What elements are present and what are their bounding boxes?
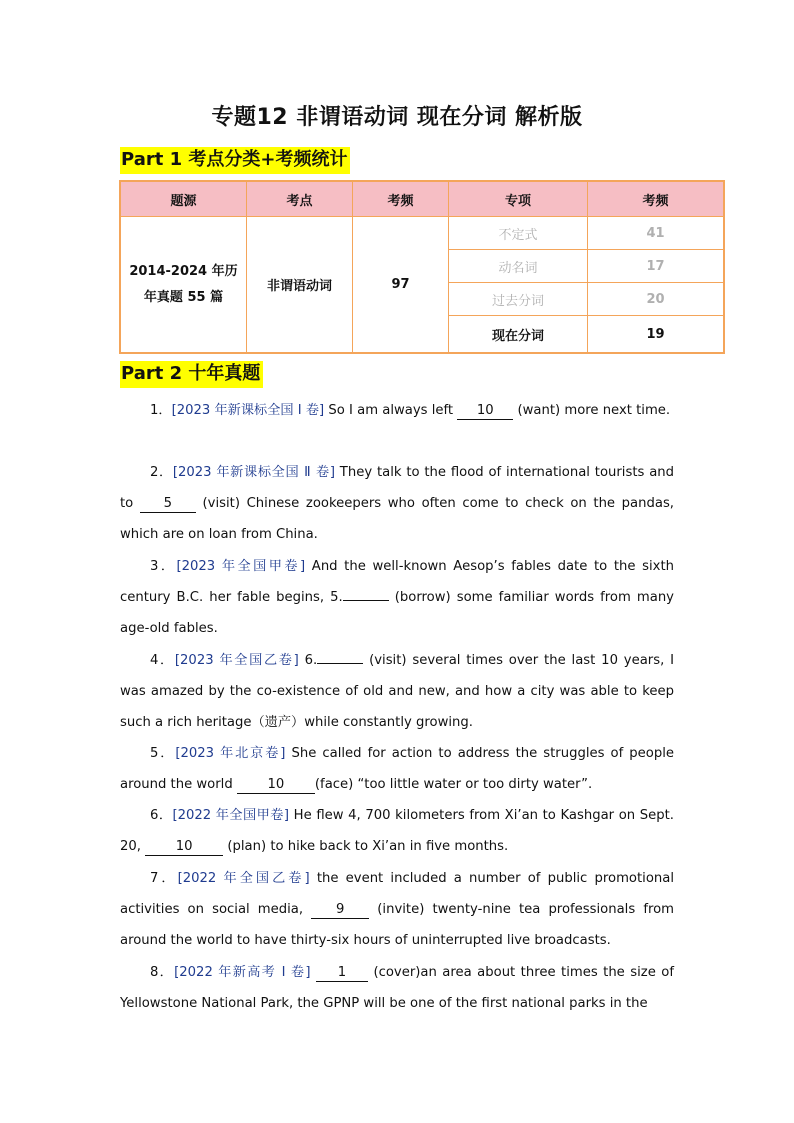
question-number: 1． [150,403,172,418]
question-text-after: (visit) Chinese zookeepers who often come to check on the pandas, which are on loan from China. [120,496,675,542]
question-7 [120,863,674,956]
answer-blank: 10 [237,777,315,794]
question-text-before: And the well-known Aesop’s fables date to the sixth century B.C. her fable begins, 5. [120,559,675,605]
subtype-count: 41 [588,217,725,250]
subtype-count: 20 [588,283,725,316]
source-line-2: 年真题 55 篇 [143,289,224,305]
question-number: 5． [150,746,176,761]
stats-table [119,180,725,354]
question-text-before: They talk to the flood of international tourists and to [120,465,674,511]
part2-heading: Part 2 十年真题 [120,361,263,388]
subtype-name: 不定式 [449,217,588,250]
question-text-after: (face) “too little water or too dirty water”. [314,777,593,792]
question-1 [120,395,674,426]
answer-blank: 9 [311,902,369,919]
subtype-count: 19 [588,316,725,354]
question-source: [2023 年北京卷] [175,746,286,761]
question-source: [2023 年新课标全国 Ⅰ 卷] [171,403,325,418]
question-number: 6． [150,808,173,823]
question-text-after: (cover)an area about three times the size of Yellowstone National Park, the GPNP will be one of the first national parks in the [120,965,675,1011]
subtype-name: 现在分词 [449,316,588,354]
question-source: [2023 年新课标全国 Ⅱ 卷] [172,465,335,480]
answer-blank: 1 [316,965,368,982]
table-header-row [120,181,724,217]
answer-blank [317,663,363,664]
point-cell: 非谓语动词 [247,217,353,354]
question-source: [2022 年新高考 I 卷] [174,965,311,980]
question-8 [120,957,674,1019]
total-cell: 97 [353,217,449,354]
question-source: [2023 年全国乙卷] [174,653,299,668]
question-5 [120,738,674,800]
header-point: 考点 [247,181,353,217]
answer-blank: 10 [145,839,223,856]
question-text-before: She called for action to address the struggles of people around the world [120,746,674,792]
subtype-name: 动名词 [449,250,588,283]
question-6 [120,800,674,862]
answer-blank: 5 [140,496,196,513]
question-4 [120,645,674,738]
question-text-before: 6. [298,653,318,668]
question-source: [2022 年全国乙卷] [177,871,310,886]
question-source: [2022 年全国甲卷] [172,808,290,823]
source-line-1: 2014-2024 年历 [129,263,238,279]
question-text-after: (invite) twenty-nine tea professionals from around the world to have thirty-six hours of uninterrupted live broadcasts. [120,902,675,948]
subtype-name: 过去分词 [449,283,588,316]
document-title: 专题12 非谓语动词 现在分词 解析版 [211,105,583,130]
question-text-after: (borrow) some familiar words from many age-old fables. [120,590,674,636]
subtype-count: 17 [588,250,725,283]
header-subtype: 专项 [449,181,588,217]
question-number: 8． [150,965,175,980]
header-source: 题源 [120,181,247,217]
question-text-after: (plan) to hike back to Xi’an in five months. [223,839,509,854]
question-text-before: He flew 4, 700 kilometers from Xi’an to Kashgar on Sept. 20, [120,808,675,854]
question-number: 2． [150,465,173,480]
question-3 [120,551,674,644]
question-number: 3． [150,559,177,574]
part1-heading: Part 1 考点分类+考频统计 [120,147,350,174]
question-text-before: the event included a number of public promotional activities on social media, [120,871,674,917]
question-2 [120,457,674,550]
question-number: 4． [150,653,175,668]
question-number: 7． [150,871,178,886]
answer-blank: 10 [457,403,513,420]
header-subtype-frequency: 考频 [588,181,725,217]
question-text-after: (visit) several times over the last 10 years, I was amazed by the co-existence of old and new, and how a city was able to keep such a rich heritage（遗产）while constantly growing. [120,653,675,730]
header-frequency: 考频 [353,181,449,217]
answer-blank [343,600,389,601]
table-row [120,217,724,250]
source-cell [120,217,247,354]
question-text-after: (want) more next time. [513,403,671,418]
question-text-before: So I am always left [324,403,458,418]
question-source: [2023 年全国甲卷] [176,559,306,574]
